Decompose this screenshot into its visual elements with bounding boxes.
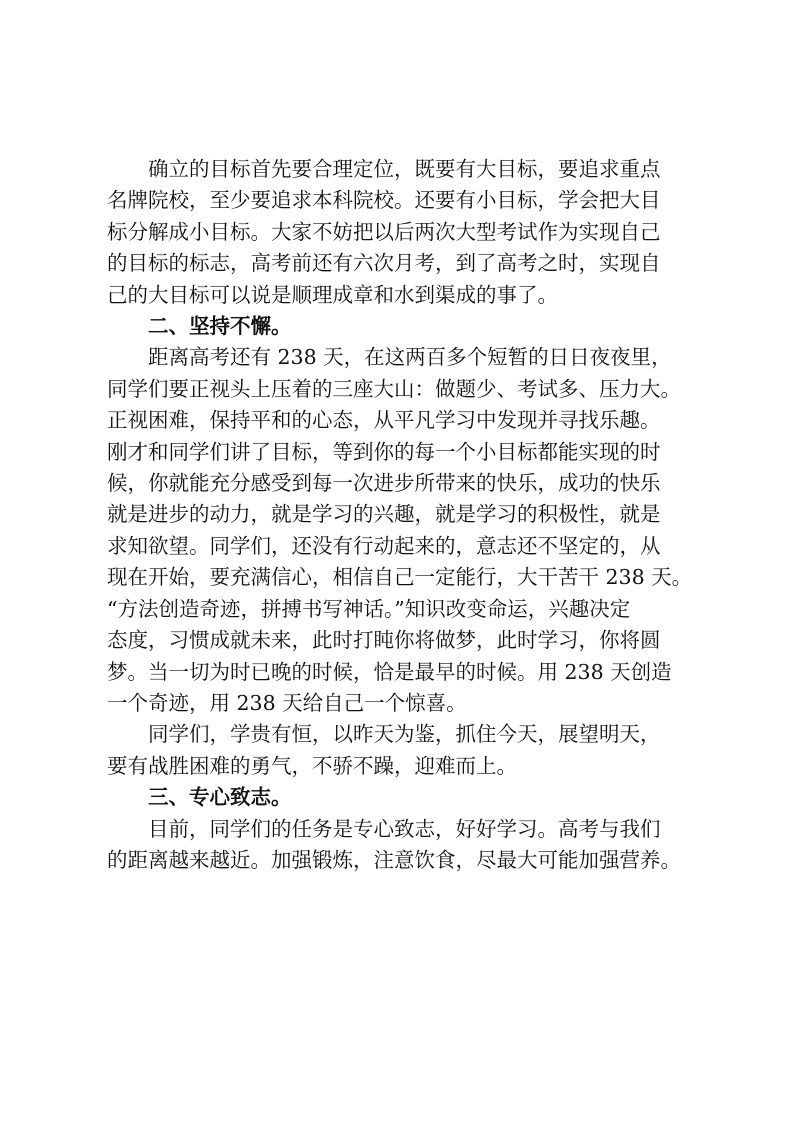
text-line: “方法创造奇迹，拼搏书写神话。”知识改变命运，兴趣决定 — [107, 596, 631, 621]
text-line: 候，你就能充分感受到每一次进步所带来的快乐，成功的快乐 — [107, 471, 661, 496]
paragraph-perseverance — [107, 719, 699, 782]
text-line: 己的大目标可以说是顺理成章和水到渠成的事了。 — [107, 282, 558, 307]
document-body — [107, 154, 699, 876]
text-line: 就是进步的动力，就是学习的兴趣，就是学习的积极性，就是 — [107, 502, 661, 527]
text-line: 正视困难，保持平和的心态，从平凡学习中发现并寻找乐趣。 — [107, 408, 661, 433]
paragraph-focus — [107, 814, 699, 877]
text-line: 要有战胜困难的勇气，不骄不躁，迎难而上。 — [107, 753, 517, 778]
paragraph-goals — [107, 154, 699, 311]
text-line: 现在开始，要充满信心，相信自己一定能行，大干苦干 238 天。 — [107, 565, 693, 590]
text-line: 求知欲望。同学们，还没有行动起来的，意志还不坚定的，从 — [107, 533, 661, 558]
text-line: 距离高考还有 238 天，在这两百多个短暂的日日夜夜里， — [148, 345, 672, 370]
section-heading-focus — [107, 782, 699, 813]
text-line: 梦。当一切为时已晚的时候，恰是最早的时候。用 238 天创造 — [107, 659, 672, 684]
heading-text: 二、坚持不懈。 — [148, 314, 292, 339]
text-line: 刚才和同学们讲了目标，等到你的每一个小目标都能实现的时 — [107, 439, 661, 464]
section-heading-persistence — [107, 311, 699, 342]
text-line: 标分解成小目标。大家不妨把以后两次大型考试作为实现自己 — [107, 219, 661, 244]
text-line: 同学们，学贵有恒，以昨天为鉴，抓住今天，展望明天， — [148, 722, 661, 747]
text-line: 的距离越来越近。加强锻炼，注意饮食，尽最大可能加强营养。 — [107, 847, 681, 872]
text-line: 同学们要正视头上压着的三座大山：做题少、考试多、压力大。 — [107, 376, 681, 401]
text-line: 一个奇迹，用 238 天给自己一个惊喜。 — [107, 690, 467, 715]
text-line: 态度，习惯成就未来，此时打盹你将做梦，此时学习，你将圆 — [107, 628, 661, 653]
paragraph-persistence — [107, 342, 699, 719]
text-line: 目前，同学们的任务是专心致志，好好学习。高考与我们 — [148, 816, 661, 841]
heading-text: 三、专心致志。 — [148, 785, 292, 810]
text-line: 名牌院校，至少要追求本科院校。还要有小目标，学会把大目 — [107, 188, 661, 213]
text-line: 的目标的标志，高考前还有六次月考，到了高考之时，实现自 — [107, 251, 661, 276]
text-line: 确立的目标首先要合理定位，既要有大目标，要追求重点 — [148, 157, 661, 181]
